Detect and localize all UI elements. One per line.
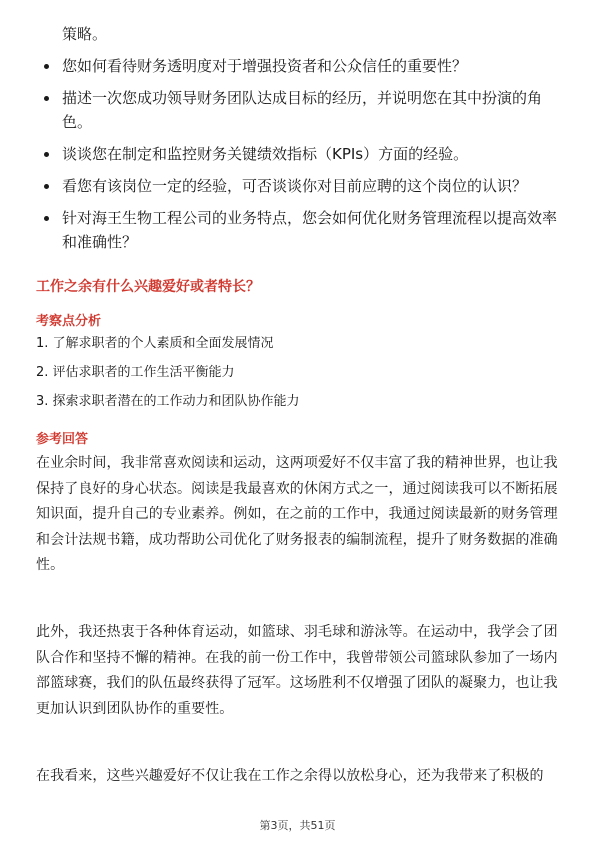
- answer-paragraph: 在业余时间，我非常喜欢阅读和运动，这两项爱好不仅丰富了我的精神世界，也让我保持了良好的身心状态。阅读是我最喜欢的休闲方式之一，通过阅读我可以不断拓展知识面，提升自己的专业素养。例如，在之前的工作中，我通过阅读最新的财务管理和会计法规书籍，成功帮助公司优化了财务报表的编制流程，提升了财务数据的准确性。: [36, 455, 558, 574]
- analysis-point: 3. 探索求职者潜在的工作动力和团队协作能力: [36, 394, 300, 409]
- answer-paragraph: 此外，我还热衷于各种体育运动，如篮球、羽毛球和游泳等。在运动中，我学会了团队合作和坚持不懈的精神。在我的前一份工作中，我曾带领公司篮球队参加了一场内部篮球赛，我们的队伍最终获得了冠军。这场胜利不仅增强了团队的凝聚力，也让我更加认识到团队协作的重要性。: [36, 624, 558, 717]
- analysis-heading: 考察点分析: [36, 314, 102, 329]
- question-title: 工作之余有什么兴趣爱好或者特长？: [36, 279, 260, 295]
- question-bullet-list: [40, 54, 560, 262]
- answer-paragraph: 在我看来，这些兴趣爱好不仅让我在工作之余得以放松身心，还为我带来了积极的: [36, 768, 544, 784]
- page-footer: 第3页，共51页: [259, 819, 336, 832]
- bullet-item: 您如何看待财务透明度对于增强投资者和公众信任的重要性？: [40, 54, 560, 78]
- answer-heading: 参考回答: [36, 432, 89, 447]
- bullet-item: 谈谈您在制定和监控财务关键绩效指标（KPIs）方面的经验。: [40, 142, 560, 166]
- bullet-item: 描述一次您成功领导财务团队达成目标的经历，并说明您在其中扮演的角色。: [40, 86, 560, 134]
- continuation-text: 策略。: [62, 25, 108, 43]
- bullet-item: 针对海王生物工程公司的业务特点，您会如何优化财务管理流程以提高效率和准确性？: [40, 206, 560, 254]
- bullet-item: 看您有该岗位一定的经验，可否谈谈你对目前应聘的这个岗位的认识？: [40, 174, 560, 198]
- analysis-points-list: [36, 334, 300, 421]
- analysis-point: 1. 了解求职者的个人素质和全面发展情况: [36, 336, 274, 351]
- analysis-point: 2. 评估求职者的工作生活平衡能力: [36, 365, 235, 380]
